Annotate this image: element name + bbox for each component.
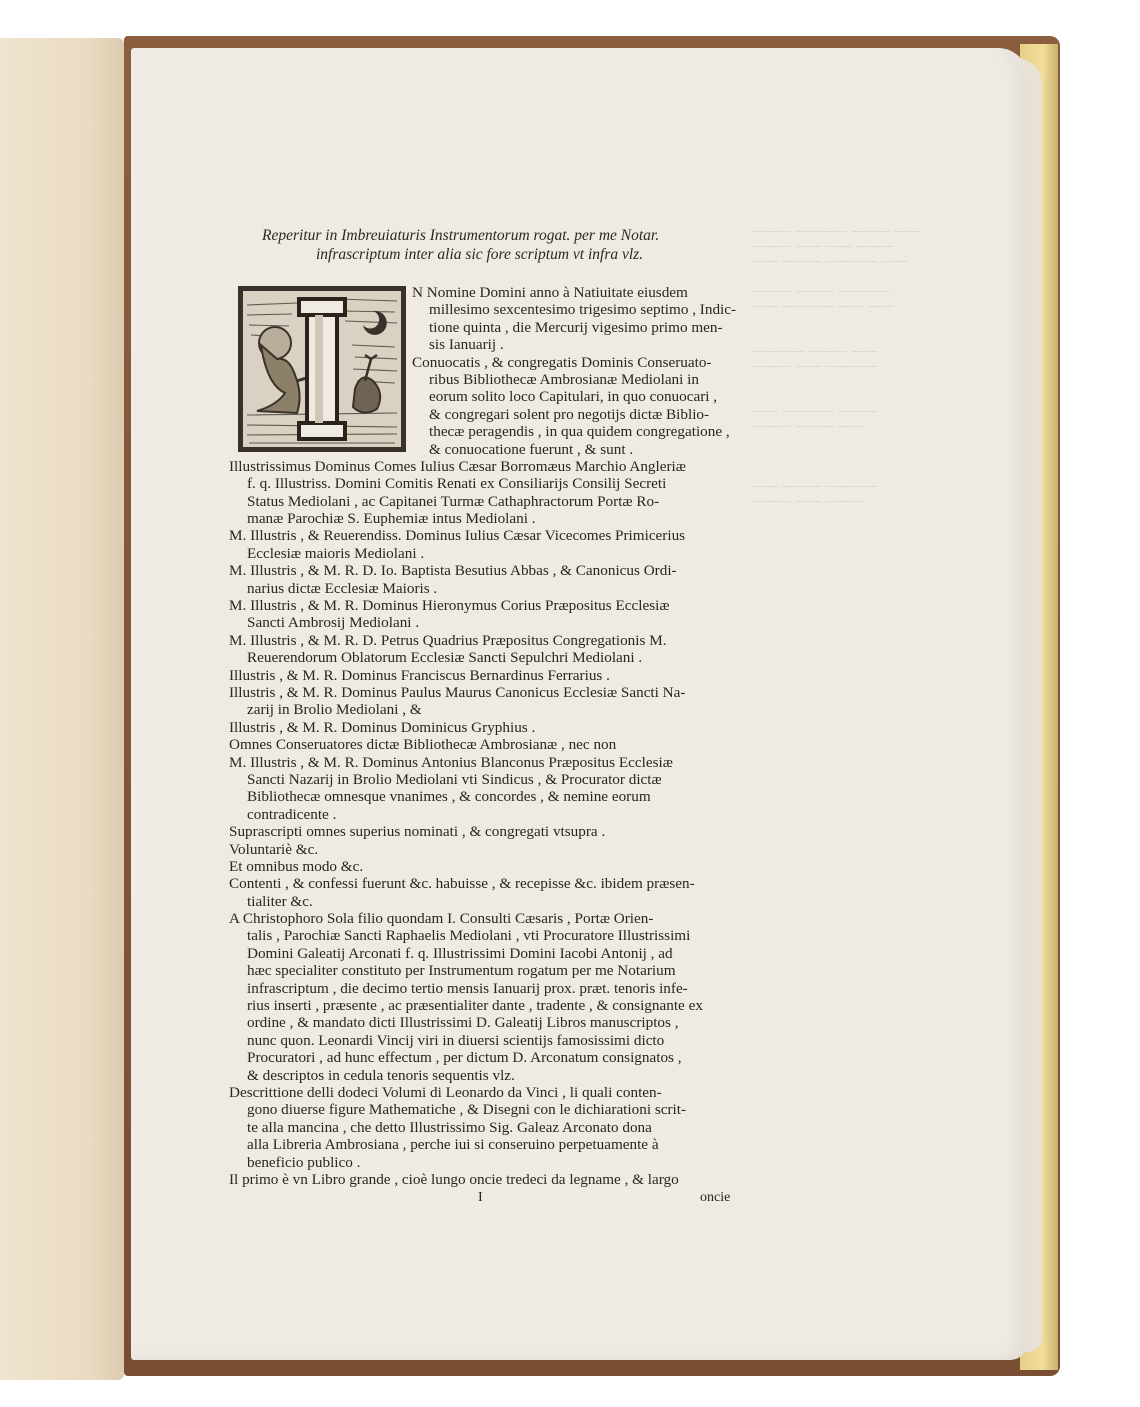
text-line: Omnes Conseruatores dictæ Bibliothecæ Ambrosianæ , nec non [229,736,617,754]
text-line: Illustris , & M. R. Dominus Franciscus Bernardinus Ferrarius . [229,666,610,684]
text-line: Illustris , & M. R. Dominus Dominicus Gryphius . [229,718,536,736]
text-line: thecæ peragendis , in qua quidem congregatione , [429,423,730,441]
page-heading [230,226,770,264]
heading-line-1: Reperitur in Imbreuiaturis Instrumentorum rogat. per me Notar. [262,227,660,244]
text-line: M. Illustris , & Reuerendiss. Dominus Iulius Cæsar Vicecomes Primicerius [229,527,686,545]
text-line: Contenti , & confessi fuerunt &c. habuisse , & recepisse &c. ibidem præsen- [229,875,695,893]
text-line: eorum solito loco Capitulari, in quo conuocari , [429,388,718,406]
heading-line-2: infrascriptum inter alia sic fore scriptum vt infra vlz. [316,246,644,263]
text-line: te alla mancina , che detto Illustrissimo Sig. Galeaz Arconato dona [247,1118,652,1136]
text-line: sis Ianuarij . [429,336,504,354]
facing-blank-page [0,38,124,1380]
text-line: talis , Parochiæ Sancti Raphaelis Mediolani , vti Procuratore Illustrissimi [247,927,691,945]
text-line: Status Mediolani , ac Capitanei Turmæ Cathaphractorum Portæ Ro- [247,492,660,510]
text-line: A Christophoro Sola filio quondam I. Consulti Cæsaris , Portæ Orien- [229,910,654,928]
text-line: infrascriptum , die decimo tertio mensis Ianuarij prox. præt. tenoris infe- [247,979,688,997]
text-line: Procuratori , ad hunc effectum , per dictum D. Arconatum consignatos , [247,1049,682,1067]
text-line: Illustrissimus Dominus Comes Iulius Cæsar Borromæus Marchio Angleriæ [229,457,686,475]
text-line: ribus Bibliothecæ Ambrosianæ Mediolani in [429,370,699,388]
text-line: beneficio publico . [247,1153,361,1171]
text-line: alla Libreria Ambrosiana , perche iui si conseruino perpetuamente à [247,1136,659,1154]
text-line: f. q. Illustriss. Domini Comitis Renati ex Consiliarijs Consilij Secreti [247,475,667,493]
text-line: Ecclesiæ maioris Mediolani . [247,544,425,562]
text-line: millesimo sexcentesimo trigesimo septimo , Indic- [429,301,737,319]
text-line: manæ Parochiæ S. Euphemiæ intus Mediolani . [247,510,536,528]
text-line: Et omnibus modo &c. [229,857,364,875]
text-line: contradicente . [247,805,337,823]
text-line: tialiter &c. [247,892,313,910]
text-line: & descriptos in cedula tenoris sequentis vlz. [247,1066,515,1084]
catchword: oncie [700,1190,731,1205]
text-line: & congregari solent pro negotijs dictæ Biblio- [429,405,710,423]
text-line: Domini Galeatij Arconati f. q. Illustrissimi Domini Iacobi Antonij , ad [247,944,673,962]
show-through-text: ——— ———— ——— —— ——— —— —— ——— —— ——— ———— —— ——— ——— ———— —— ———— —— —— ———— ——— —— ——— —— ———— —— ———— ——— ——— ——— —— —— ——— ———— ——— —— ——— [752,224,921,509]
text-line: Voluntariè &c. [229,840,319,858]
text-line: M. Illustris , & M. R. Dominus Antonius Blanconus Præpositus Ecclesiæ [229,753,673,771]
text-line: rius inserti , præsente , ac præsentialiter dante , tradente , & consignante ex [247,997,703,1015]
document-body [229,284,769,1188]
text-line: ordine , & mandato dicti Illustrissimi D. Galeatij Libros manuscriptos , [247,1014,679,1032]
text-line: Sancti Nazarij in Brolio Mediolani vti Sindicus , & Procurator dictæ [247,770,662,788]
text-line: M. Illustris , & M. R. D. Io. Baptista Besutius Abbas , & Canonicus Ordi- [229,562,677,580]
text-line: & conuocatione fuerunt , & sunt . [429,440,634,458]
text-line: Reuerendorum Oblatorum Ecclesiæ Sancti Sepulchri Mediolani . [247,649,643,667]
text-line: tione quinta , die Mercurij vigesimo primo men- [429,318,723,336]
text-line: Descrittione delli dodeci Volumi di Leonardo da Vinci , li quali conten- [229,1083,662,1101]
text-line: zarij in Brolio Mediolani , & [247,701,422,719]
text-line: M. Illustris , & M. R. Dominus Hieronymus Corius Præpositus Ecclesiæ [229,597,670,615]
text-line: N Nomine Domini anno à Natiuitate eiusdem [412,284,688,301]
text-line: Sancti Ambrosij Mediolani . [247,614,420,632]
text-line: gono diuerse figure Mathematiche , & Disegni con le dichiarationi scrit- [247,1101,687,1119]
text-line: Conuocatis , & congregatis Dominis Conseruato- [412,353,712,371]
text-line: Suprascripti omnes superius nominati , & congregati vtsupra . [229,823,606,841]
text-line: narius dictæ Ecclesiæ Maioris . [247,579,438,597]
text-line: Illustris , & M. R. Dominus Paulus Maurus Canonicus Ecclesiæ Sancti Na- [229,683,686,701]
text-line: nunc quon. Leonardi Vincij viri in diuersi scientijs famosissimi dicto [247,1031,665,1049]
text-line: Bibliothecæ omnesque vnanimes , & concordes , & nemine eorum [247,788,651,806]
text-line: hæc specialiter constituto per Instrumentum rogatum per me Notarium [247,962,676,980]
page-signature-number: I [478,1190,483,1205]
text-line: Il primo è vn Libro grande , cioè lungo oncie tredeci da legname , & largo [229,1170,679,1188]
text-line: M. Illustris , & M. R. D. Petrus Quadrius Præpositus Congregationis M. [229,631,667,649]
